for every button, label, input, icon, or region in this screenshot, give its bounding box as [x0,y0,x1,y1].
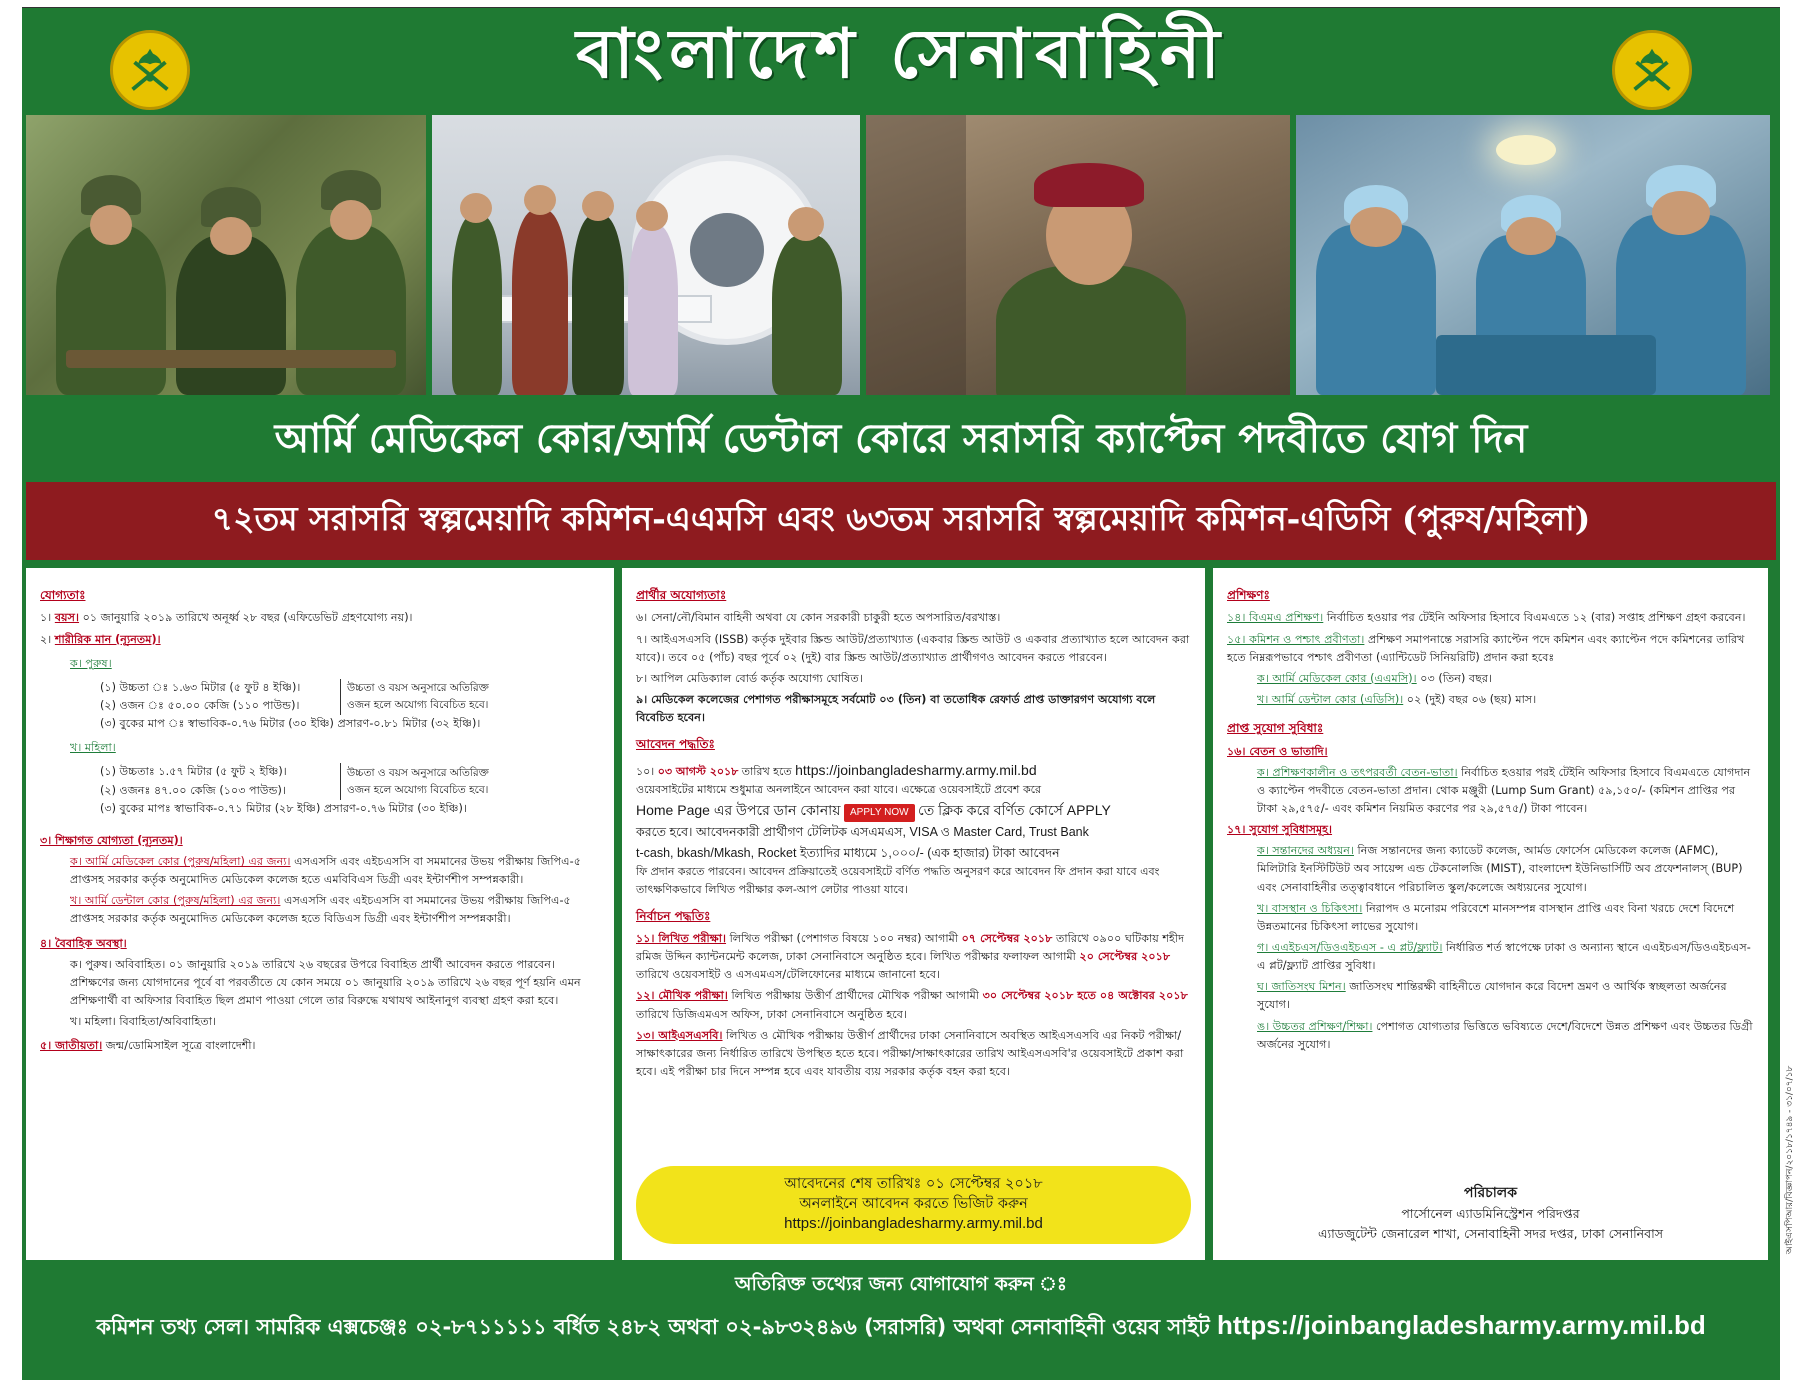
age-text: ০১ জানুয়ারি ২০১৯ তারিখে অনূর্ধ্ব ২৮ বছর (এফিডেভিট গ্রহণযোগ্য নয়)। [82,611,413,625]
benefit-plot: গ। এএইচএস/ডিওএইচএস - এ প্লট/ফ্ল্যাট। নির্ধারিত শর্ত স্বাপেক্ষে ঢাকা ও অন্যান্য স্থানে এএইচএস/ডিওএইচএস-এ প্লট/ফ্ল্যাট প্রাপ্তির সুবিধা। [1257,940,1751,973]
apply-start-date: ০৩ আগস্ট ২০১৮ [657,764,739,778]
deadline-url-link[interactable]: https://joinbangladesharmy.army.mil.bd [784,1215,1043,1233]
marital-label: ৪। বৈবাহিক অবস্থা। [40,936,127,950]
army-emblem-icon [110,30,190,110]
seniority-amc: ক। আর্মি মেডিকেল কোর (এএমসি)। ০৩ (তিন) বছর। [1257,671,1493,685]
education-label: ৩। শিক্ষাগত যোগ্যতা (ন্যূনতম)। [40,833,183,847]
benefit-higher-training: ঙ। উচ্চতর প্রশিক্ষণ/শিক্ষা। পেশাগত যোগ্যতার ভিত্তিতে ভবিষ্যতে দেশে/বিদেশে উন্নত প্রশিক্ষণ এবং উচ্চতর ডিগ্রী অর্জনের সুযোগ। [1257,1019,1753,1051]
selection-issb: ১৩। আইএসএসবি। লিখিত ও মৌখিক পরীক্ষায় উত্তীর্ণ প্রার্থীদের ঢাকা সেনানিবাসে অবস্থিত আইএসএসবি এর নিকট পরীক্ষা/সাক্ষাৎকারের জন্য নির্ধারিত তারিখে উপস্থিত হতে হবে। পরীক্ষা/সাক্ষাৎকারের তারিখ আইএসএসবি'র ওয়েবসাইটে প্রকাশ করা হবে। এই পরীক্ষা চার দিনে সম্পন্ন হবে এবং যাবতীয় ব্যয় সরকার কর্তৃক বহন করা হবে। [636,1028,1184,1078]
female-note-2: ওজন হলে অযোগ্য বিবেচিত হবে। [347,783,489,796]
footer-contact [22,1266,1780,1380]
education-adc [40,892,600,928]
female-height: (১) উচ্চতাঃ ১.৫৭ মিটার (৫ ফুট ২ ইঞ্চি)। [100,765,287,779]
benefit-facilities: ১৭। সুযোগ সুবিধাসমূহ। [1227,823,1333,837]
recruitment-poster [22,0,1780,1380]
signature-block [1213,1182,1768,1244]
education-adc-text: এসএসসি এবং এইচএসসি বা সমমানের উভয় পরীক্ষায় জিপিএ-৫ প্রাপ্তসহ সরকার কর্তৃক অনুমোদিত মেডিকেল কলেজ হতে বিডিএস ডিগ্রী এবং ইন্টার্ণশীপ সম্পন্নকারী। [70,894,571,926]
section-eligibility: যোগ্যতাঃ [40,588,86,602]
seniority-adc: খ। আর্মি ডেন্টাল কোর (এডিসি)। ০২ (দুই) বছর ০৬ (ছয়) মাস। [1257,693,1537,706]
photo-strip [26,115,1776,395]
apply-url-link[interactable]: https://joinbangladesharmy.army.mil.bd [795,761,1037,778]
section-apply: আবেদন পদ্ধতিঃ [636,737,715,752]
training-commission: ১৫। কমিশন ও পশ্চাৎ প্রবীণতা। প্রশিক্ষণ সমাপনান্তে সরাসরি ক্যাপ্টেন পদে কমিশন এবং ক্যাপ্টেন পদে কমিশনের তারিখ হতে নিম্নরূপভাবে পশ্চাৎ প্রবীণতা (এ্যান্টিডেট সিনিয়রিটি) প্রদান করা হবেঃ [1227,632,1745,664]
main-heading-text: আর্মি মেডিকেল কোর/আর্মি ডেন্টাল কোরে সরাসরি ক্যাপ্টেন পদবীতে যোগ দিন [274,414,1528,462]
signature-dept: পার্সোনেল এ্যাডমিনিস্ট্রেশন পরিদপ্তর [1401,1206,1580,1221]
footer-phone-info: কমিশন তথ্য সেল। সামরিক এক্সচেঞ্জঃ ০২-৮৭১১১১১ বর্ধিত ২৪৮২ অথবা ০২-৯৮৩২৪৯৬ (সরাসরি) অথবা সেনাবাহিনী ওয়েব সাইট [96,1315,1210,1339]
photo-officer-portrait [866,115,1290,395]
selection-viva: ১২। মৌখিক পরীক্ষা। লিখিত পরীক্ষায় উত্তীর্ণ প্রার্থীদের মৌখিক পরীক্ষা আগামী ৩০ সেপ্টেম্বর ২০১৮ হতে ০৪ অক্টোবর ২০১৮ তারিখে ডিজিএমএস অফিস, ঢাকা সেনানিবাসে অনুষ্ঠিত হবে। [636,989,1188,1021]
male-weight: (২) ওজন ঃ ৫০.০০ কেজি (১১০ পাউন্ড)। [100,699,300,712]
male-note-2: ওজন হলে অযোগ্য বিবেচিত হবে। [347,699,489,711]
header [22,8,1780,108]
benefit-salary-detail: ক। প্রশিক্ষণকালীন ও তৎপরবর্তী বেতন-ভাতা। নির্বাচিত হওয়ার পরই টেইনি অফিসার হিসাবে বিএমএতে যোগদান ও ক্যাপ্টেন পদবীতে বেতন-ভাতা প্রদান। থোক মঞ্জুরী (Lump Sum Grant) ৫৯,১৫০/- (কমিশন প্রাপ্তির পর টাকা ২৯,৫৭৫/- এবং কমিশন নিয়মিত করণের পর ২৯,৫৭৫/) টাকা পাবেন। [1257,765,1751,815]
commission-heading [26,482,1776,560]
benefit-education: ক। সন্তানদের অধ্যয়ন। নিজ সন্তানদের জন্য ক্যাডেট কলেজ, আর্মড ফোর্সেস মেডিকেল কলেজ (AFMC), মিলিটারি ইনস্টিটিউট অব সায়েন্স এন্ড টেকনোলজি (MIST), বাংলাদেশ ইউনিভার্সিটি অব প্রফেশনালস্ (BUP) এবং সেনাবাহিনীর তত্ত্বাবধানে পরিচালিত স্কুল/কলেজে অধ্যয়নের সুযোগ। [1257,844,1743,894]
photo-ct-scanner [432,115,860,395]
disq-6: ৬। সেনা/নৌ/বিমান বাহিনী অথবা যে কোন সরকারী চাকুরী হতে অপসারিত/বরখাস্ত। [636,611,1001,625]
column-application [622,568,1205,1260]
female-chest: (৩) বুকের মাপঃ স্বাভাবিক-০.৭১ মিটার (২৮ ইঞ্চি) প্রসারণ-০.৭৬ মিটার (৩০ ইঞ্চি)। [100,801,467,815]
male-chest: (৩) বুকের মাপ ঃ স্বাভাবিক-০.৭৬ মিটার (৩০ ইঞ্চি) প্রসারণ-০.৮১ মিটার (৩২ ইঞ্চি)। [100,717,481,731]
section-disqualification: প্রার্থীর অযোগ্যতাঃ [636,588,727,602]
nationality-text: জন্ম/ডোমিসাইল সূত্রে বাংলাদেশী। [105,1039,256,1053]
male-measures [40,679,600,715]
age-label: বয়স। [54,611,80,625]
physical-item: ২। শারীরিক মান (ন্যূনতম)। [40,632,161,646]
marital-female: খ। মহিলা। বিবাহিতা/অবিবাহিতা। [70,1015,217,1029]
selection-written: ১১। লিখিত পরীক্ষা। লিখিত পরীক্ষা (পেশাগত বিষয়ে ১০০ নম্বর) আগামী ০৭ সেপ্টেম্বর ২০১৮ তারিখে ০৯০০ ঘটিকায় শহীদ রমিজ উদ্দিন ক্যান্টনমেন্ট কলেজ, ঢাকা সেনানিবাসে অনুষ্ঠিত হবে। লিখিত পরীক্ষার ফলাফল আগামী ২০ সেপ্টেম্বর ২০১৮ তারিখে ওয়েবসাইট ও এসএমএস/টেলিফোনের মাধ্যমে জানানো হবে। [636,931,1185,982]
male-label: ক। পুরুষ। [70,656,112,670]
education-amc-label: ক। আর্মি মেডিকেল কোর (পুরুষ/মহিলা) এর জন্য। [70,854,291,868]
apply-10: ১০। ০৩ আগস্ট ২০১৮ তারিখ হতে https://joinbangladesharmy.army.mil.bd ওয়েবসাইটের মাধ্যমে শুধুমাত্র অনলাইনে আবেদন করা যাবে। এক্ষেত্রে ওয়েবসাইটে প্রবেশ করে Home Page এর উপরে ডান কোনায় APPLY NOW তে ক্লিক করে বর্ণিত কোর্সে APPLY করতে হবে। আবেদনকারী প্রার্থীগণ টেলিটক এসএমএস, VISA ও Master Card, Trust Bank t-cash, bkash/Mkash, Rocket ইত্যাদির মাধ্যমে ১,০০০/- (এক হাজার) টাকা আবেদন ফি প্রদান করতে পারবেন। আবেদন প্রক্রিয়াতেই ওয়েবসাইটে বর্ণিত পদ্ধতি অনুসরণ করে আবেদন ফি প্রদান করা যাবে এবং তাৎক্ষণিকভাবে লিখিত পরীক্ষার কল-আপ লেটার পাওয়া যাবে। [636,761,1160,896]
age-item: ১। বয়স। ০১ জানুয়ারি ২০১৯ তারিখে অনূর্ধ্ব ২৮ বছর (এফিডেভিট গ্রহণযোগ্য নয়)। [40,611,413,625]
female-weight: (২) ওজনঃ ৪৭.০০ কেজি (১০৩ পাউন্ড)। [100,783,286,797]
disq-7: ৭। আইএসএসবি (ISSB) কর্তৃক দুইবার স্ক্রিন্ড আউট/প্রত্যাখ্যাত (একবার স্ক্রিন্ড আউট ও একবার প্রত্যাখ্যাত হলে আবেদন করা যাবে)। তবে ০৫ (পাঁচ) বছর পূর্বে ০২ (দুই) বার স্ক্রিন্ড আউট/প্রত্যাখ্যাত প্রার্থীগণও আবেদন করতে পারবেন। [636,632,1190,664]
female-label: খ। মহিলা। [70,741,116,755]
photo-field-medics [26,115,426,395]
female-note: উচ্চতা ও বয়স অনুসারে অতিরিক্ত [347,766,489,779]
education-amc-text: এসএসসি এবং এইচএসসি বা সমমানের উভয় পরীক্ষায় জিপিএ-৫ প্রাপ্তসহ সরকার কর্তৃক অনুমোদিত মেডিকেল কলেজ হতে এমবিবিএস ডিগ্রী এবং ইন্টার্ণশীপ সম্পন্নকারী। [70,854,581,887]
disq-8: ৮। আপিল মেডিক্যাল বোর্ড কর্তৃক অযোগ্য ঘোষিত। [636,671,863,685]
benefit-housing: খ। বাসস্থান ও চিকিৎসা। নিরাপদ ও মনোরম পরিবেশে মানসম্পন্ন বাসস্থান প্রাপ্তি এবং বিনা খরচে দেশে বিদেশে উন্নতমানের চিকিৎসা লাভের সুযোগ। [1257,901,1735,933]
column-training-benefits [1213,568,1768,1260]
nationality-item [40,1037,600,1055]
physical-label: শারীরিক মান (ন্যূনতম)। [54,632,161,646]
benefit-un-mission: ঘ। জাতিসংঘ মিশন। জাতিসংঘ শান্তিরক্ষী বাহিনীতে যোগদান করে বিদেশ ভ্রমণ ও আর্থিক স্বচ্ছলতা অর্জনের সুযোগ। [1257,980,1727,1012]
column-eligibility [26,568,614,1260]
content-columns [26,568,1776,1260]
signature-title: পরিচালক [1463,1184,1518,1201]
disq-9: ৯। মেডিকেল কলেজের পেশাগত পরীক্ষাসমূহে সর্বমোট ০৩ (তিন) বা ততোধিক রেফার্ড প্রাপ্ত ডাক্তারগণ অযোগ্য বলে বিবেচিত হবেন। [636,693,1156,725]
footer-url-link[interactable]: https://joinbangladesharmy.army.mil.bd [1217,1310,1706,1340]
footer-contact-heading: অতিরিক্ত তথ্যের জন্য যোগাযোগ করুন ঃ [734,1273,1067,1295]
side-reference-code: আইএসপিআর/বিজ্ঞাপন/২০১৮/১৭৪৯ - ৩১/০৭/১৮ [1785,1065,1795,1255]
army-emblem-icon [1612,30,1692,110]
main-heading [22,400,1780,480]
male-note: উচ্চতা ও বয়স অনুসারে অতিরিক্ত [347,682,489,694]
education-item [40,832,600,850]
deadline-visit: অনলাইনে আবেদন করতে ভিজিট করুন [799,1195,1028,1212]
marital-male: ক। পুরুষ। অবিবাহিত। ০১ জানুয়ারি ২০১৯ তারিখে ২৬ বছরের উপরে বিবাহিত প্রার্থী আবেদন করতে পারবেন। প্রশিক্ষণের জন্য যোগদানের পূর্বে বা পরবর্তীতে যে কোন সময়ে ০১ জানুয়ারি ২০১৯ তারিখে ২৬ বছর পূর্ণ হয়নি এমন প্রশিক্ষণার্থী বা অফিসার বিবাহিত ছিল প্রমাণ পাওয়া গেলে তার বিরুদ্ধে যথাযথ আইনানুগ ব্যবস্থা গ্রহণ করা হবে। [70,957,581,1007]
education-amc [40,853,600,889]
marital-item [40,935,600,953]
nationality-label: ৫। জাতীয়তা। [40,1039,103,1053]
section-training: প্রশিক্ষণঃ [1227,588,1270,602]
deadline-date: আবেদনের শেষ তারিখঃ ০১ সেপ্টেম্বর ২০১৮ [784,1176,1043,1193]
org-title: বাংলাদেশ সেনাবাহিনী [576,14,1226,94]
training-bma: ১৪। বিএমএ প্রশিক্ষণ। নির্বাচিত হওয়ার পর টেইনি অফিসার হিসাবে বিএমএতে ১২ (বার) সপ্তাহ প্রশিক্ষণ গ্রহণ করবেন। [1227,611,1746,625]
section-benefits: প্রাপ্ত সুযোগ সুবিধাঃ [1227,721,1324,736]
male-height: (১) উচ্চতা ঃ ১.৬৩ মিটার (৫ ফুট ৪ ইঞ্চি)। [100,680,301,694]
section-selection: নির্বাচন পদ্ধতিঃ [636,908,711,923]
commission-heading-text: ৭২তম সরাসরি স্বল্পমেয়াদি কমিশন-এএমসি এবং ৬৩তম সরাসরি স্বল্পমেয়াদি কমিশন-এডিসি (পুরুষ/মহিলা) [211,499,1591,538]
photo-surgery [1296,115,1770,395]
benefit-salary: ১৬। বেতন ও ভাতাদি। [1227,744,1328,758]
signature-branch: এ্যাডজুটেন্ট জেনারেল শাখা, সেনাবাহিনী সদর দপ্তর, ঢাকা সেনানিবাস [1318,1226,1663,1241]
education-adc-label: খ। আর্মি ডেন্টাল কোর (পুরুষ/মহিলা) এর জন্য। [70,894,281,908]
female-measures [40,763,600,799]
footer-contact-line [22,1310,1780,1346]
apply-now-button[interactable]: APPLY NOW [844,804,915,822]
deadline-box [636,1166,1191,1244]
